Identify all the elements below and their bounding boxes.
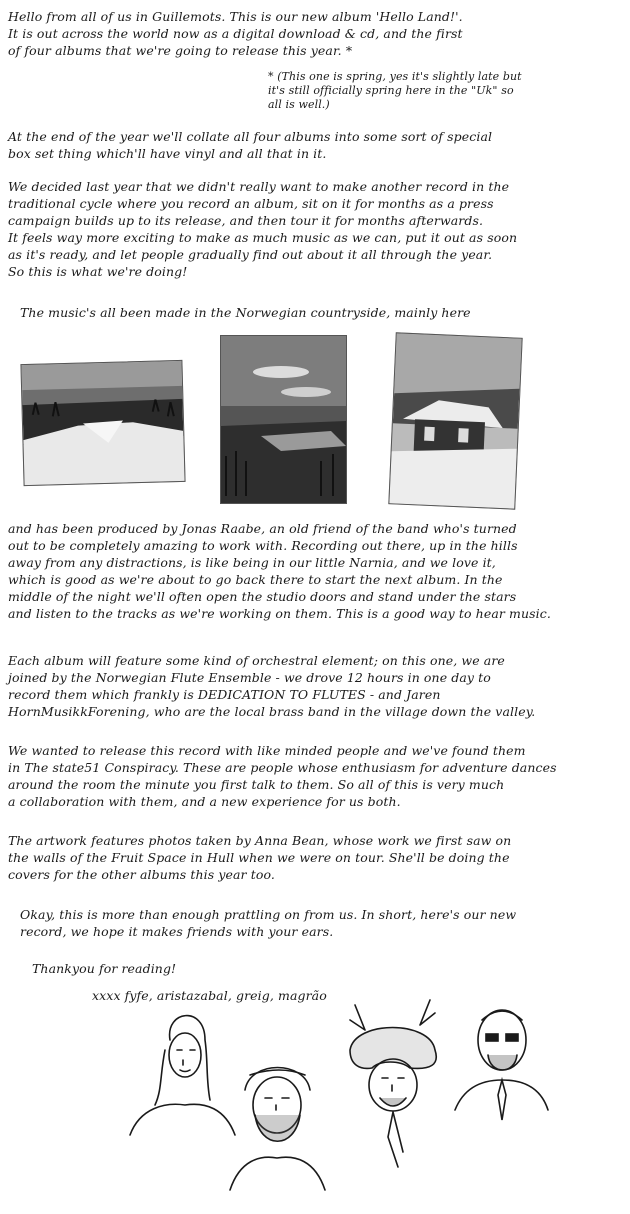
orchestral-paragraph: Each album will feature some kind of orchestral element; on this one, we are joined by the Norwegian Flute Ensemble - we drove 12 hours in one day to record them which frankly is DEDICATION TO FLUTES - and Jaren HornMusikkForening, who are the local brass band in the village down the valley. [8, 653, 536, 719]
photo-valley-sky [220, 335, 347, 504]
photo-cabin [388, 332, 522, 509]
produced-paragraph: and has been produced by Jonas Raabe, an old friend of the band who's turned out to be completely amazing to work with. Recording out there, up in the hills away from any distractions, is like being in our little Narnia, and we love it, which is good as we're about to go back there to start the next album. In the middle of the night we'll often open the studio doors and stand under the stars and listen to the tracks as we're working on them. This is a good way to hear music. [8, 521, 551, 621]
band-drawings [110, 990, 550, 1195]
cabin-image [389, 333, 521, 508]
intro-paragraph: Hello from all of us in Guillemots. This is our new album 'Hello Land!'. It is out across the world now as a digital download & cd, and the first of four albums that we're going to release this year. * [8, 9, 463, 58]
artwork-paragraph: The artwork features photos taken by Anna Bean, whose work we first saw on the walls of the Fruit Space in Hull when we were on tour. She'll be doing the covers for the other albums this year too. [8, 833, 512, 882]
boxset-paragraph: At the end of the year we'll collate all four albums into some sort of special box set thing which'll have vinyl and all that in it. [8, 129, 493, 161]
footnote-paragraph: * (This one is spring, yes it's slightly late but it's still officially spring here in the "Uk" so all is well.) [268, 70, 522, 111]
drawing-person-antlers [350, 1000, 436, 1167]
conspiracy-paragraph: We wanted to release this record with like minded people and we've found them in The state51 Conspiracy. These are people whose enthusiasm for adventure dances around the room the minute you first talk to them. So all of this is very much a collaboration with them, and a new experience for us both. [8, 743, 557, 809]
drawing-person-beard [230, 1068, 325, 1191]
drawing-person-sunglasses [455, 1010, 548, 1120]
photo-snowy-path [20, 360, 185, 486]
snowy-path-image [21, 361, 184, 485]
countryside-paragraph: The music's all been made in the Norwegian countryside, mainly here [20, 305, 471, 320]
decided-paragraph: We decided last year that we didn't really want to make another record in the traditional cycle where you record an album, sit on it for months as a press campaign builds up to its release, and then tour it for months afterwards. It feels way more exciting to make as much music as we can, put it out as soon as it's ready, and let people gradually find out about it all through the year. So this is what we're doing! [8, 179, 518, 279]
drawing-person-long-hair [130, 1016, 235, 1135]
okay-paragraph: Okay, this is more than enough prattling on from us. In short, here's our new record, we hope it makes friends with your ears. [20, 907, 517, 939]
signoff-line: xxxx fyfe, aristazabal, greig, magrão [92, 988, 327, 1003]
valley-sky-image [221, 336, 346, 503]
thanks-line: Thankyou for reading! [32, 961, 177, 976]
band-sketch-image [110, 990, 550, 1195]
